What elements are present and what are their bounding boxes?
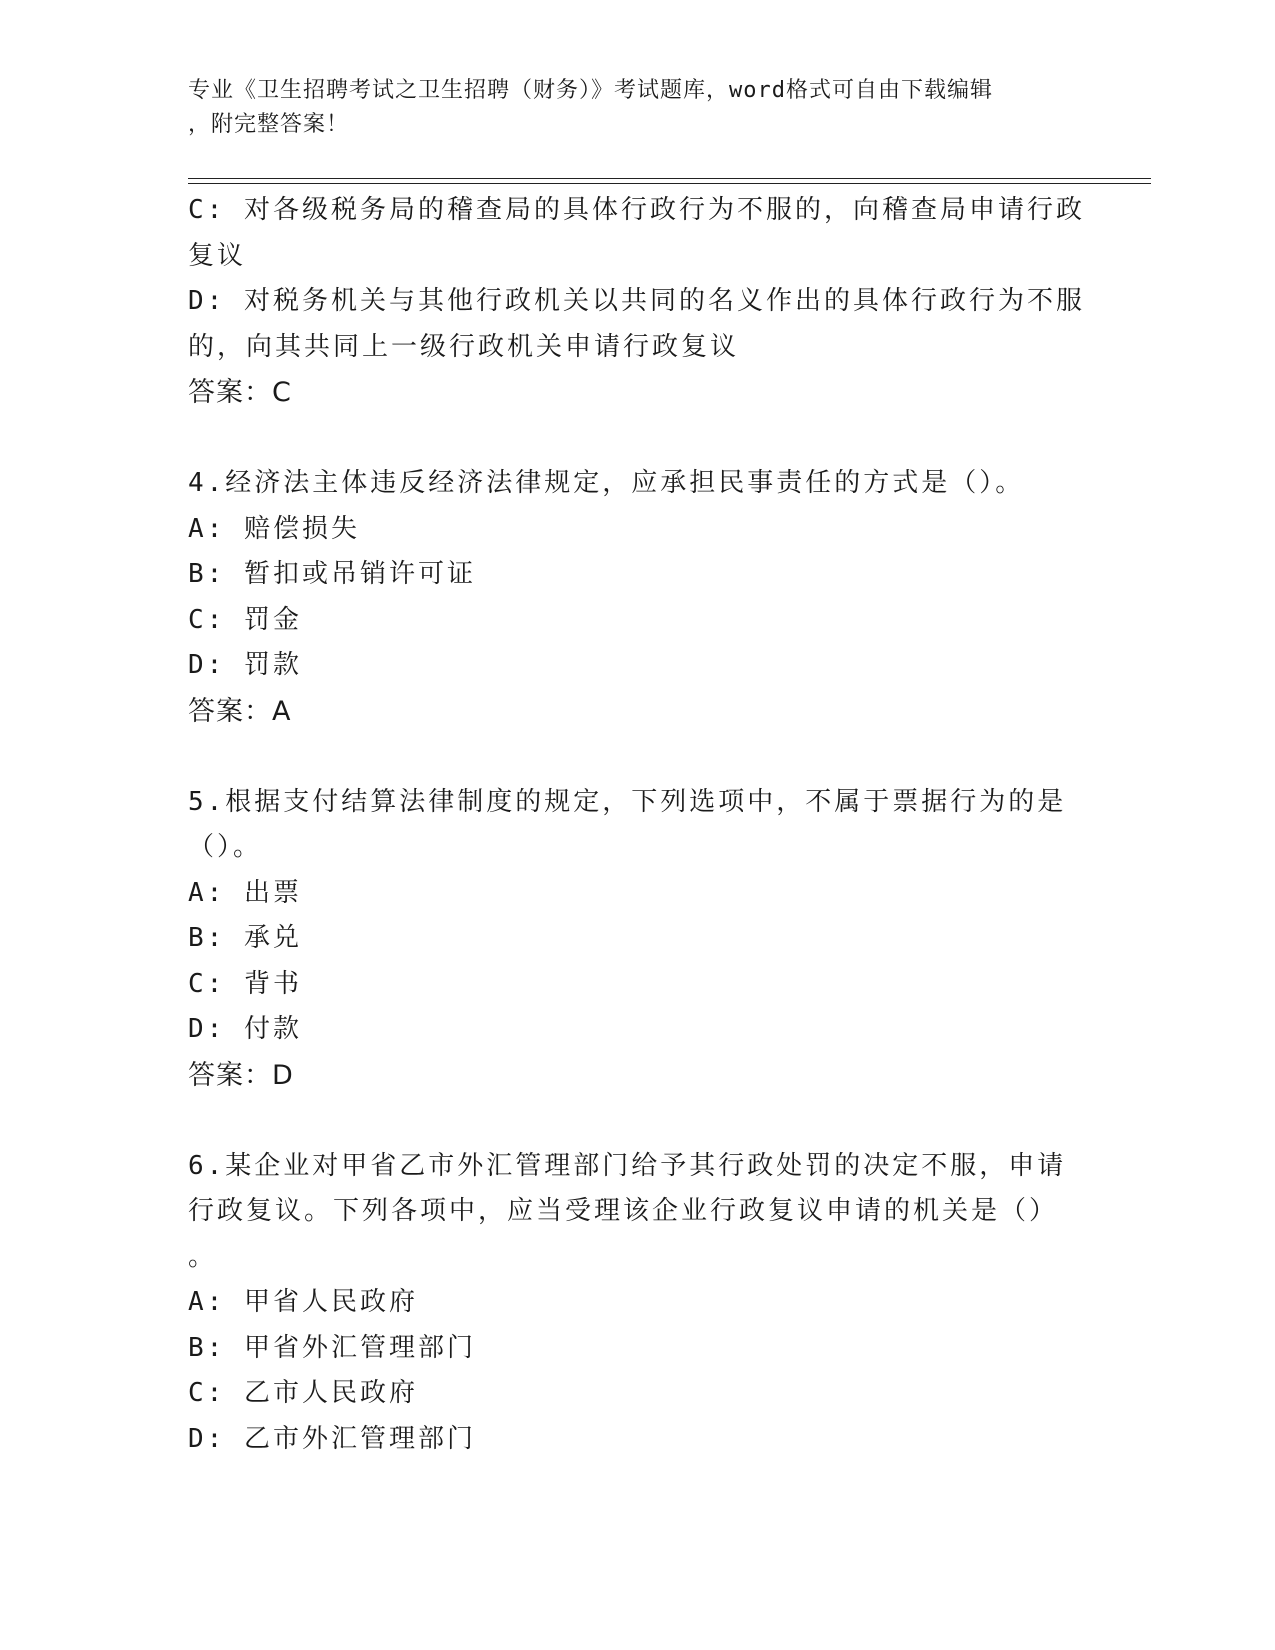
option-c-line-1: C: 对各级税务局的稽查局的具体行政行为不服的，向稽查局申请行政 (188, 195, 1085, 225)
question-4-stem: 4.经济法主体违反经济法律规定，应承担民事责任的方式是（）。 (188, 468, 1025, 498)
option-d-line-2: 的，向其共同上一级行政机关申请行政复议 (188, 331, 740, 362)
question-6-stem-line-3: 。 (188, 1241, 218, 1272)
question-5-stem-line-1: 5.根据支付结算法律制度的规定，下列选项中，不属于票据行为的是 (188, 786, 1067, 817)
header-line-2: ，附完整答案！ (188, 112, 350, 137)
question-6-option-a: A: 甲省人民政府 (188, 1287, 418, 1317)
question-6-stem-line-1: 6.某企业对甲省乙市外汇管理部门给予其行政处罚的决定不服，申请 (188, 1150, 1067, 1181)
document-header (188, 74, 1068, 142)
question-5 (188, 780, 1088, 1099)
spacer (188, 1098, 1088, 1144)
spacer (188, 416, 1088, 462)
question-5-option-a: A: 出票 (188, 877, 302, 908)
question-5-option-c: C: 背书 (188, 968, 302, 999)
option-c-line-2: 复议 (188, 240, 247, 271)
question-6-option-d: D: 乙市外汇管理部门 (188, 1423, 476, 1454)
question-4 (188, 461, 1088, 734)
header-divider-bottom (188, 183, 1151, 184)
question-4-option-b: B: 暂扣或吊销许可证 (188, 559, 476, 589)
question-5-option-b: B: 承兑 (188, 923, 302, 953)
answer-q4: 答案：A (188, 695, 292, 727)
spacer (188, 734, 1088, 780)
answer-q3: 答案：C (188, 377, 292, 408)
question-4-option-c: C: 罚金 (188, 604, 302, 635)
question-4-option-d: D: 罚款 (188, 650, 302, 680)
answer-q5: 答案：D (188, 1059, 294, 1091)
question-6 (188, 1144, 1088, 1463)
question-6-stem-line-2: 行政复议。下列各项中，应当受理该企业行政复议申请的机关是（） (188, 1196, 1059, 1226)
header-line-1: 专业《卫生招聘考试之卫生招聘（财务）》考试题库，word格式可自由下载编辑 (188, 78, 993, 103)
question-6-option-b: B: 甲省外汇管理部门 (188, 1332, 476, 1363)
question-body (188, 188, 1088, 1462)
question-4-option-a: A: 赔偿损失 (188, 513, 360, 544)
question-6-option-c: C: 乙市人民政府 (188, 1378, 418, 1408)
question-5-stem-line-2: （）。 (188, 832, 263, 862)
option-d-line-1: D: 对税务机关与其他行政机关以共同的名义作出的具体行政行为不服 (188, 286, 1085, 316)
header-divider-top (188, 178, 1151, 179)
question-3-continued (188, 188, 1088, 416)
question-5-option-d: D: 付款 (188, 1014, 302, 1044)
